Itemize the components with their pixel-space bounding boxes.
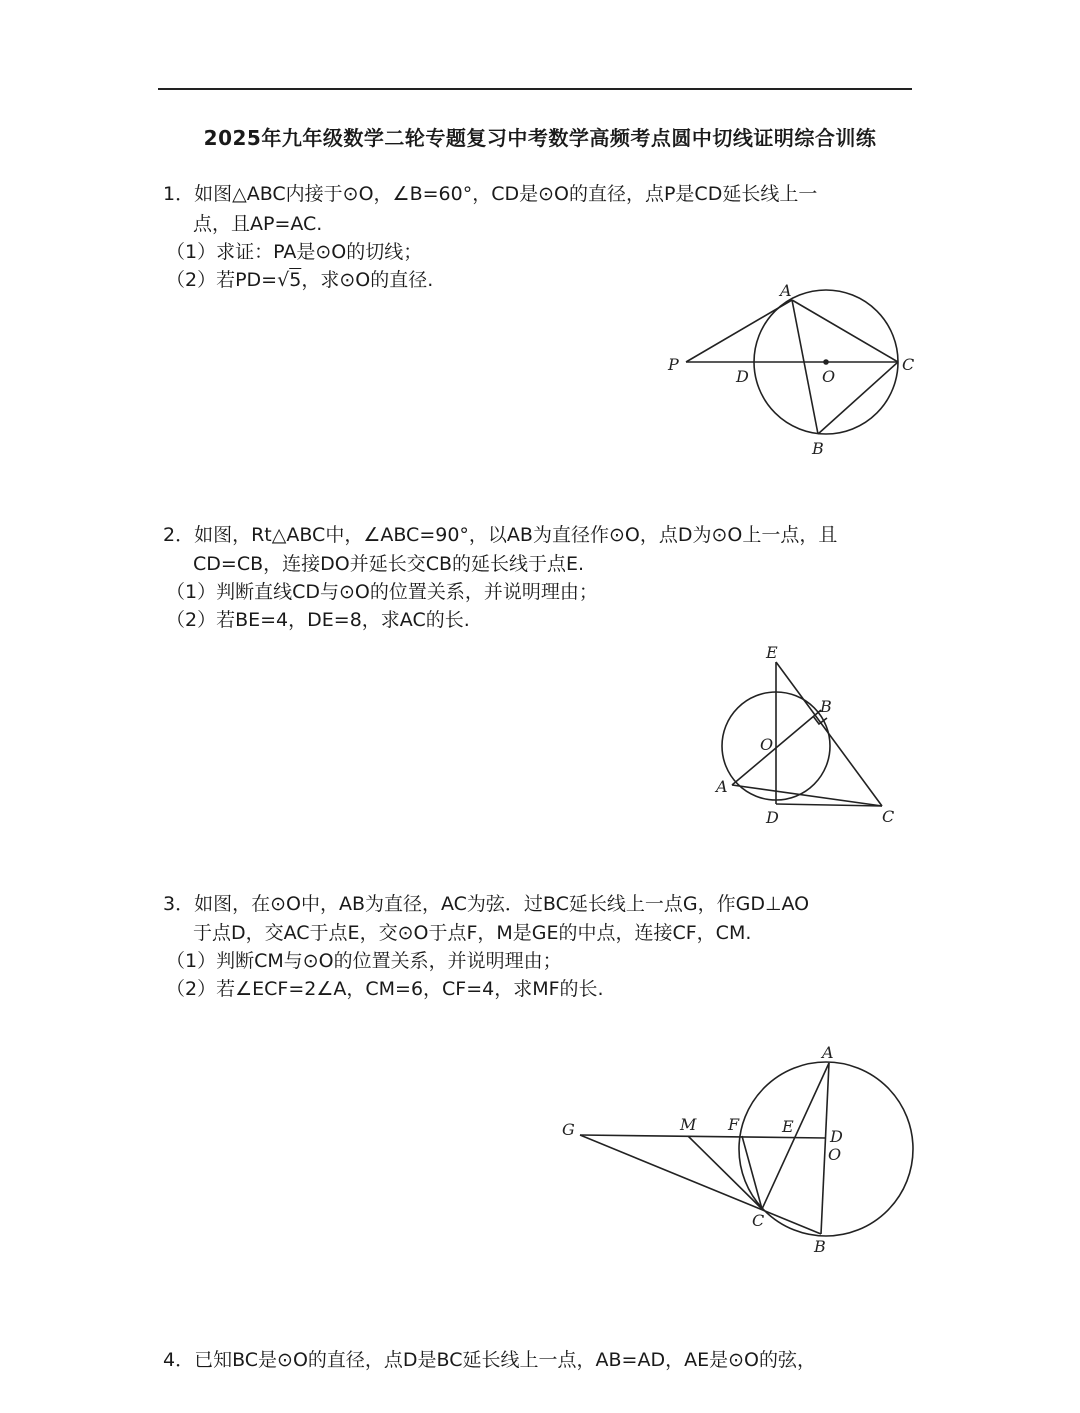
circle-o-3 — [739, 1062, 913, 1236]
label-c-3: C — [752, 1211, 765, 1230]
document-title: 2025年九年级数学二轮专题复习中考数学高频考点圆中切线证明综合训练 — [203, 126, 877, 150]
label-p-1: P — [668, 355, 679, 374]
label-d-1: D — [736, 367, 749, 386]
problem-2-part-2: （2）若BE=4，DE=8，求AC的长. — [166, 609, 470, 631]
label-a-1: A — [780, 281, 792, 300]
label-c-1: C — [902, 355, 915, 374]
problem-1-part-2-prefix: （2）若PD=√ — [166, 269, 290, 291]
problem-2-part-1: （1）判断直线CD与⊙O的位置关系，并说明理由； — [166, 581, 598, 603]
line-cm — [688, 1136, 762, 1209]
label-o-2: O — [760, 735, 774, 754]
label-c-2: C — [882, 807, 895, 826]
label-b-2: B — [820, 697, 832, 716]
problem-1-line-2: 点，且AP=AC. — [193, 213, 323, 235]
label-e-3: E — [782, 1117, 794, 1136]
label-e-2: E — [766, 643, 778, 662]
label-f-3: F — [728, 1115, 740, 1134]
label-o-3: O — [828, 1145, 842, 1164]
line-gb — [580, 1135, 821, 1234]
label-d-2: D — [766, 808, 779, 827]
problem-1-line-1: 1．如图△ABC内接于⊙O，∠B=60°，CD是⊙O的直径，点P是CD延长线上一 — [163, 183, 818, 205]
problem-2-line-1: 2．如图，Rt△ABC中，∠ABC=90°，以AB为直径作⊙O，点D为⊙O上一点，且 — [163, 524, 838, 546]
problem-1-part-2-suffix: ，求⊙O的直径. — [301, 269, 434, 291]
label-m-3: M — [680, 1115, 697, 1134]
problem-3-line-2: 于点D，交AC于点E，交⊙O于点F，M是GE的中点，连接CF，CM. — [193, 922, 752, 944]
line-ac-3 — [762, 1063, 829, 1209]
problem-3-part-1: （1）判断CM与⊙O的位置关系，并说明理由； — [166, 950, 562, 972]
label-a-2: A — [716, 777, 728, 796]
problem-1-radicand: 5 — [289, 269, 302, 291]
problem-4-line-1: 4．已知BC是⊙O的直径，点D是BC延长线上一点，AB=AD，AE是⊙O的弦， — [163, 1349, 816, 1371]
problem-3-line-1: 3．如图，在⊙O中，AB为直径，AC为弦．过BC延长线上一点G，作GD⊥AO — [163, 893, 810, 915]
problem-3-part-2: （2）若∠ECF=2∠A，CM=6，CF=4，求MF的长. — [166, 978, 604, 1000]
label-d-3: D — [830, 1127, 843, 1146]
problem-2-line-2: CD=CB，连接DO并延长交CB的延长线于点E. — [193, 553, 585, 575]
problem-1-part-1: （1）求证：PA是⊙O的切线； — [166, 241, 423, 263]
label-o-1: O — [822, 367, 836, 386]
label-b-1: B — [812, 439, 824, 458]
label-b-3: B — [814, 1237, 826, 1256]
label-g-3: G — [562, 1120, 575, 1139]
label-a-3: A — [822, 1043, 834, 1062]
